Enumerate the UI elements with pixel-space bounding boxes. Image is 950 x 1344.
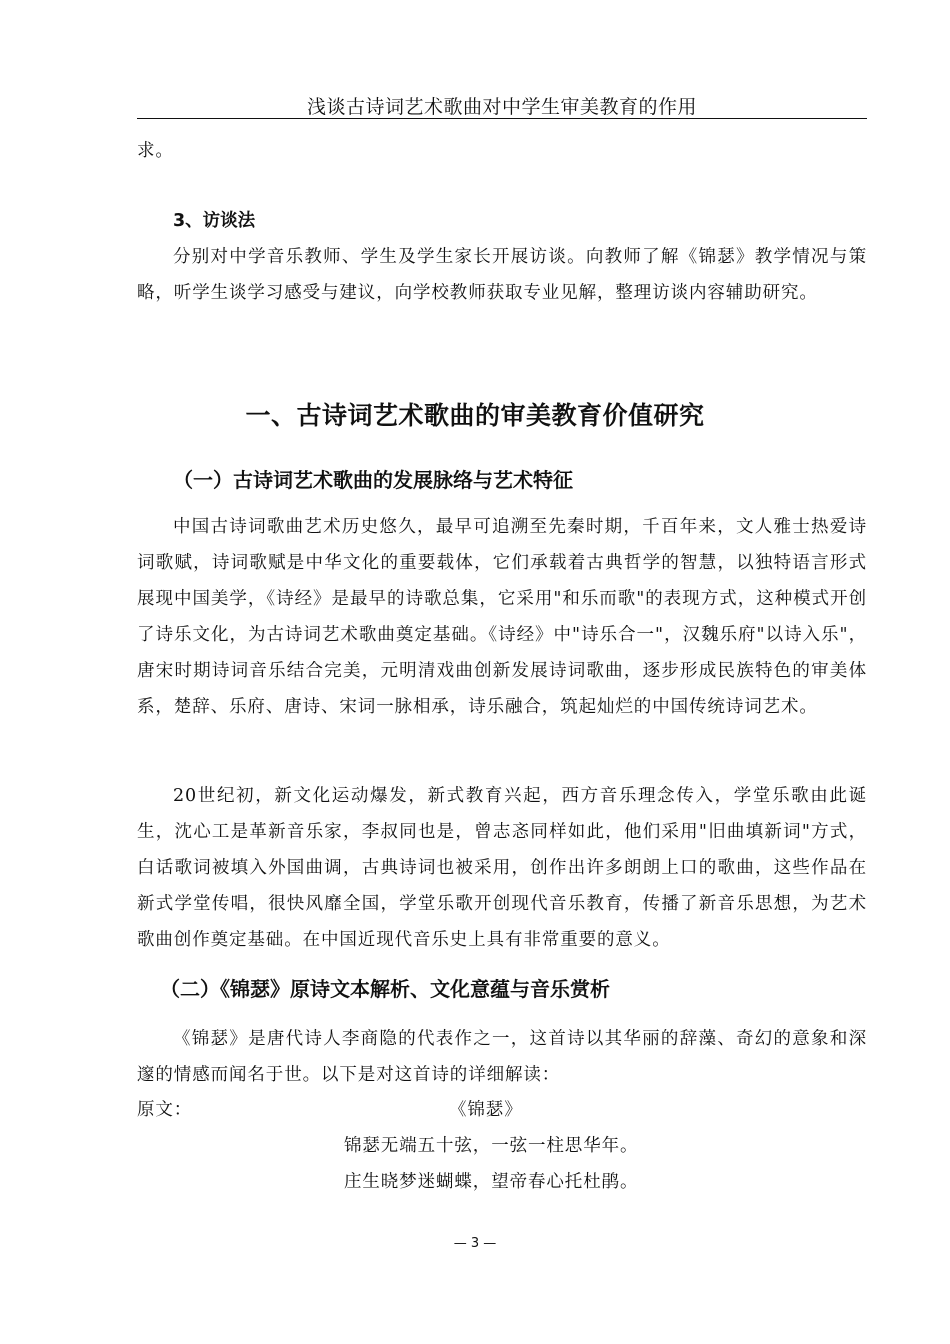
method-paragraph: 分别对中学音乐教师、学生及学生家长开展访谈。向教师了解《锦瑟》教学情况与策略，听学生谈学习感受与建议，向学校教师获取专业见解，整理访谈内容辅助研究。 <box>137 247 867 303</box>
chapter-heading: 一、古诗词艺术歌曲的审美教育价值研究 <box>245 401 705 430</box>
poem-line-2: 庄生晓梦迷蝴蝶，望帝春心托杜鹃。 <box>344 1172 639 1192</box>
page-number: — 3 — <box>453 1236 497 1251</box>
section2-heading: （二）《锦瑟》原诗文本解析、文化意蕴与音乐赏析 <box>160 977 610 1001</box>
poem-line-1: 锦瑟无端五十弦，一弦一柱思华年。 <box>344 1136 639 1156</box>
poem-title: 《锦瑟》 <box>449 1100 523 1120</box>
method-heading: 3、访谈法 <box>173 211 256 231</box>
original-text-label: 原文： <box>137 1100 193 1120</box>
section1-paragraph-1: 中国古诗词歌曲艺术历史悠久，最早可追溯至先秦时期，千百年来，文人雅士热爱诗词歌赋，诗词歌赋是中华文化的重要载体，它们承载着古典哲学的智慧，以独特语言形式展现中国美学，《诗经》是最早的诗歌总集，它采用"和乐而歌"的表现方式，这种模式开创了诗乐文化，为古诗词艺术歌曲奠定基础。《诗经》中"诗乐合一"，汉魏乐府"以诗入乐"，唐宋时期诗词音乐结合完美，元明清戏曲创新发展诗词歌曲，逐步形成民族特色的审美体系，楚辞、乐府、唐诗、宋词一脉相承，诗乐融合，筑起灿烂的中国传统诗词艺术。 <box>137 517 867 717</box>
section2-paragraph: 《锦瑟》是唐代诗人李商隐的代表作之一，这首诗以其华丽的辞藻、奇幻的意象和深邃的情感而闻名于世。以下是对这首诗的详细解读： <box>137 1029 867 1085</box>
section1-paragraph-2: 20世纪初，新文化运动爆发，新式教育兴起，西方音乐理念传入，学堂乐歌由此诞生，沈心工是革新音乐家，李叔同也是，曾志忞同样如此，他们采用"旧曲填新词"方式，白话歌词被填入外国曲调，古典诗词也被采用，创作出许多朗朗上口的歌曲，这些作品在新式学堂传唱，很快风靡全国，学堂乐歌开创现代音乐教育，传播了新音乐思想，为艺术歌曲创作奠定基础。在中国近现代音乐史上具有非常重要的意义。 <box>137 786 867 950</box>
section1-heading: （一）古诗词艺术歌曲的发展脉络与艺术特征 <box>173 468 573 492</box>
header-title: 浅谈古诗词艺术歌曲对中学生审美教育的作用 <box>306 96 697 118</box>
continued-text: 求。 <box>137 141 174 161</box>
header-divider <box>137 118 867 119</box>
